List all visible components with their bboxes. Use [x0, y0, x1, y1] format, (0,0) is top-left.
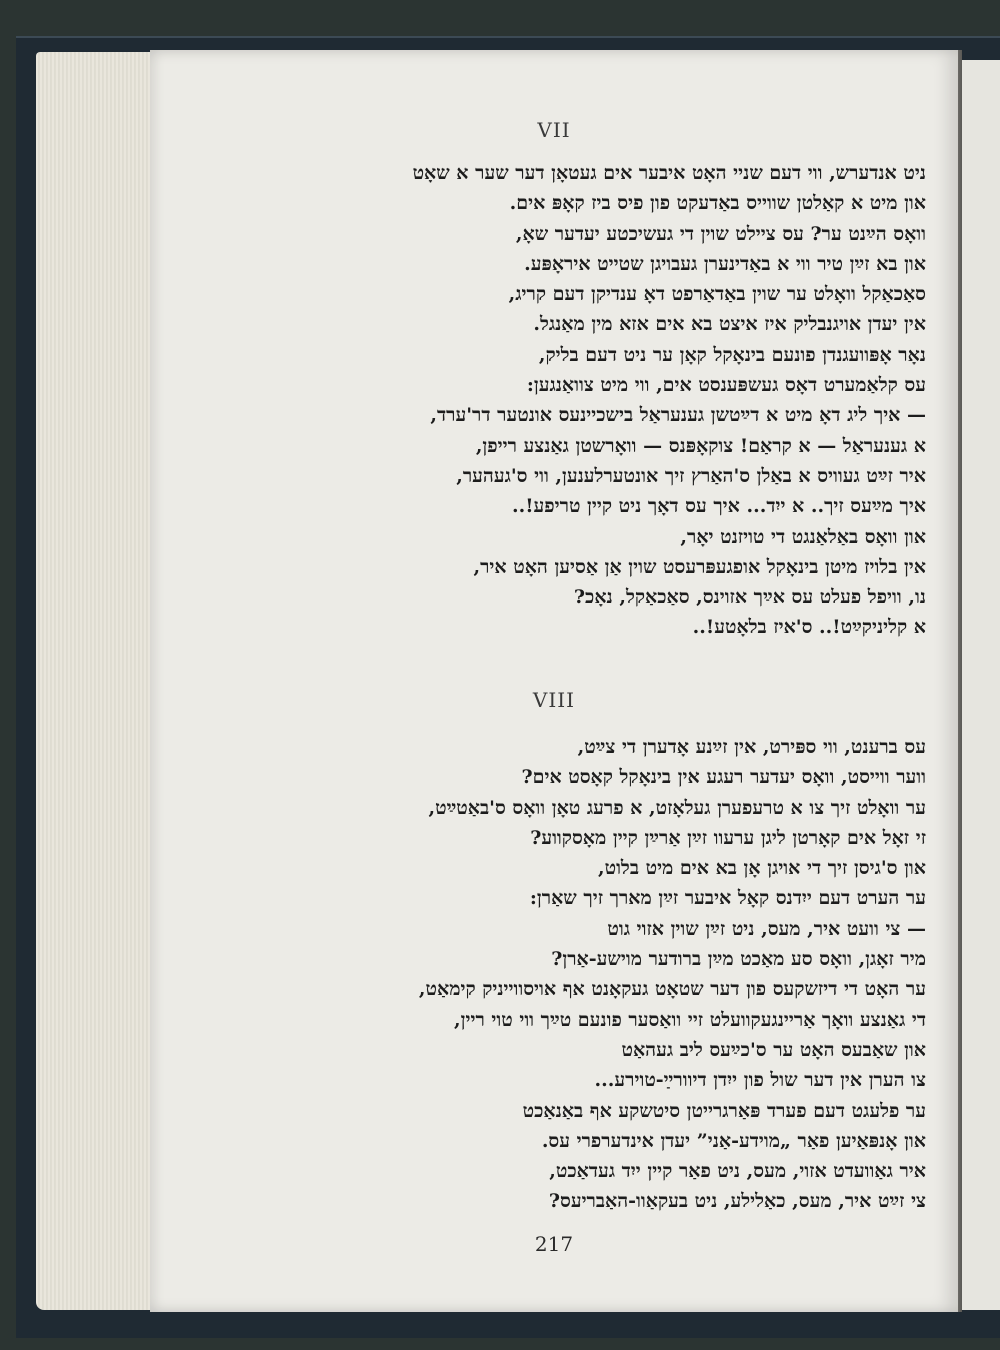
poem-line: עס ברענט, ווי ספּירט, אין זײַנע אָדערן די צײַט,: [577, 736, 926, 758]
poem-line: א קליניקײַט!.. ס'איז בלאָטע!..: [692, 616, 926, 639]
poem-section-viii: [206, 732, 926, 1217]
poem-line: צי זײַט איר, מעס, כאַלילע, ניט בעקאַוו-האַבריעס?: [548, 1190, 926, 1213]
page-edges: [36, 52, 166, 1310]
poem-line: אין יעדן אויגנבליק איז איצט בא אים אזא מין מאַנגל.: [533, 313, 926, 336]
page-number: 217: [534, 1232, 574, 1256]
poem-line: א גענעראַל — א קראַם! צוקאָפּנס — וואָרשטן גאַנצע רייפן,: [475, 434, 926, 457]
book-page: [150, 50, 958, 1312]
poem-line: די גאַנצע וואָך אַריינגעקוועלט זיי וואַסער פונעם טײַך ווי טוי ריין,: [454, 1008, 926, 1031]
poem-line: ווער ווייסט, וואָס יעדער רעגע אין בינאָקל קאָסט אים?: [521, 766, 926, 789]
poem-line: נו, וויפל פעלט עס אײַך אזוינס, סאַכאַקל, נאָכ?: [573, 586, 926, 609]
poem-line: סאַכאַקל וואָלט ער שוין באַדאַרפט דאָ ענדיקן דעם קריג,: [508, 283, 926, 306]
poem-line: איר גאַוועדט אזוי, מעס, ניט פאַר קיין ייִד געדאַכט,: [549, 1160, 926, 1183]
poem-line: און ס'גיסן זיך די אויגן אָן בא אים מיט בלוט,: [597, 857, 926, 880]
poem-line: — צי וועט איר, מעס, ניט זײַן שוין אזוי גוט: [607, 917, 926, 940]
poem-line: און שאַבעס האָט ער ס'כײַעס ליב געהאַט: [621, 1038, 926, 1061]
poem-line: צו הערן אין דער שול פון ייִדן דיוורײַ-טוירע...: [594, 1069, 926, 1092]
poem-section-vii: [206, 158, 926, 643]
poem-line: איר זײַט געוויס א באַלן ס'האַרץ זיך אונטערלענען, ווי ס'געהער,: [456, 464, 926, 487]
poem-line: אין בלויז מיטן בינאָקל אופגעפּרעסט שוין אַן אַסיען האָט איר,: [473, 555, 926, 578]
poem-line: נאָר אָפּוועגנדן פונעם בינאָקל קאָן ער ניט דעם בליק,: [538, 343, 926, 366]
poem-line: איך מײַעס זיך.. א ייִד... איך עס דאָך ניט קיין טריפע!..: [511, 495, 926, 518]
poem-line: און בא זײַן טיר ווי א באַדינערן געבויגן שטייט איראָפּע.: [524, 252, 926, 275]
poem-line: ער וואָלט זיך צו א טרעפערן געלאָזט, א פרעג טאָן וואָס ס'באַטײַט,: [428, 796, 926, 819]
poem-line: — איך ליג דאָ מיט א דײַטשן גענעראַל בישכיינעס אונטער דר'ערד,: [430, 404, 926, 427]
poem-line: זי זאָל אים קאָרטן ליגן ערעוו זײַן אַרײַן קיין מאָסקווע?: [530, 826, 926, 849]
poem-line: עס קלאַמערט דאָס געשפּענסט אים, ווי מיט צוואַנגען:: [526, 374, 926, 397]
poem-line: ער הערט דעם ייִדנס קאָל איבער זײַן מארך זיך שאַרן:: [529, 887, 926, 910]
poem-line: און מיט א קאַלטן שווייס באַדעקט פון פיס ביז קאָפּ אים.: [509, 192, 926, 215]
poem-line: ניט אנדערש, ווי דעם שניי האָט איבער אים געטאָן דער שער א שאָט: [412, 162, 926, 184]
facing-page-edge: [962, 60, 1000, 1310]
section-heading-viii: VIII: [532, 688, 576, 712]
poem-line: וואָס הײַנט ער? עס ציילט שוין די געשיכטע יעדער שאָ,: [515, 222, 926, 245]
section-heading-vii: VII: [537, 118, 571, 142]
poem-line: ער פלעגט דעם פערד פּאַרגרייטן סיטשקע אף באַנאַכט: [522, 1099, 926, 1122]
poem-line: ער האָט די דיזשקעס פון דער שטאָט געקאָנט אף אויסווייניק קימאַט,: [418, 978, 926, 1001]
poem-line: און וואָס באַלאַנגט די טויזנט יאָר,: [680, 525, 926, 548]
poem-line: און אָנפּאַיען פאַר „מוידע-אַני” יעדן אינדערפרי עס.: [541, 1129, 926, 1152]
poem-line: מיר זאָגן, וואָס סע מאַכט מײַן ברודער מוישע-אַרן?: [551, 948, 926, 971]
